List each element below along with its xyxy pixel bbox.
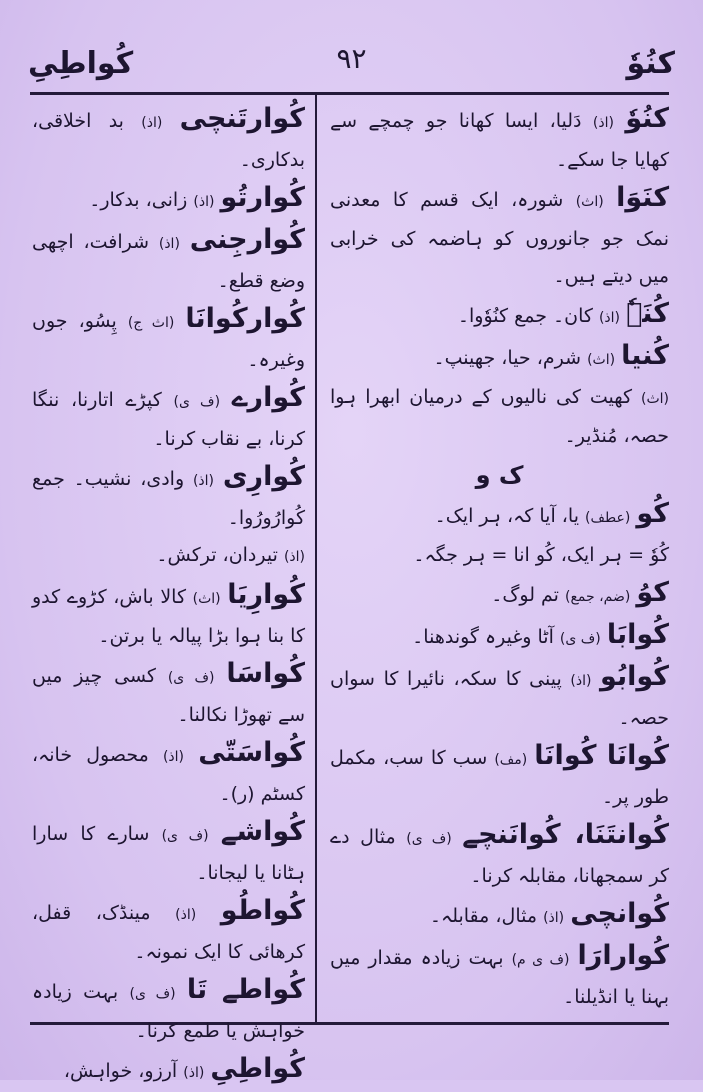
entry-grammar-tag: (اذ) xyxy=(570,673,592,689)
column-divider xyxy=(315,94,317,1022)
entry-grammar-tag: (ف ی) xyxy=(129,986,176,1002)
dictionary-entry xyxy=(32,100,305,179)
entry-definition: پینی کا سکہ، نائیرا کا سواں حصہ۔ xyxy=(330,668,669,729)
entry-grammar-tag: (اذ) xyxy=(543,910,565,926)
entry-definition: کان۔ جمع کنُوٗوا۔ xyxy=(457,305,593,327)
dictionary-entry xyxy=(32,379,305,458)
dictionary-entry xyxy=(330,295,669,337)
entry-grammar-tag: (اذ) xyxy=(183,1065,205,1081)
entry-headword: کنُوٗ xyxy=(625,103,670,134)
entry-headword: کُوارکُوانَا xyxy=(185,303,305,334)
entry-headword: کوُ xyxy=(636,577,669,608)
entry-headword: کُوانتَنَا، کُوانَنچے xyxy=(462,819,669,850)
header-headword-left: کُواطِیِ xyxy=(28,46,134,81)
top-rule xyxy=(30,92,669,95)
dictionary-entry xyxy=(32,576,305,655)
entry-definition: دَلیا، ایسا کھانا جو چمچے سے کھایا جا سکے۔ xyxy=(330,110,669,171)
entry-headword: کُواسَتّی xyxy=(198,737,305,768)
entry-grammar-tag: (اذ) xyxy=(283,549,305,565)
dictionary-entry xyxy=(330,937,669,1016)
entry-grammar-tag: (ف ی) xyxy=(167,670,215,686)
entry-headword: کُواطُو xyxy=(220,895,306,926)
dictionary-entry xyxy=(330,100,669,179)
entry-definition: بہت زیادہ مقدار میں بہنا یا انڈیلنا۔ xyxy=(330,947,669,1008)
entry-grammar-tag: (اذ) xyxy=(592,115,614,131)
entry-definition: کالا باش، کڑوے کدو کا بنا ہوا بڑا پیالہ یا برتن۔ xyxy=(32,586,305,647)
entry-definition: پِسُو، جوں وغیرہ۔ xyxy=(32,310,305,371)
entry-grammar-tag: (اذ) xyxy=(162,749,185,765)
dictionary-entry xyxy=(32,734,305,813)
header-headword-right: کنُوٗ xyxy=(626,46,675,81)
entry-definition: شورہ، ایک قسم کا معدنی نمک جو جانوروں کو ہاضمہ کی خرابی میں دیتے ہیں۔ xyxy=(330,189,669,287)
dictionary-entry xyxy=(32,221,305,300)
entry-definition: مثال، مقابلہ۔ xyxy=(429,905,538,927)
entry-definition: آٹا وغیرہ گوندھنا۔ xyxy=(412,626,554,648)
entry-grammar-tag: (اذ) xyxy=(193,194,215,210)
entry-definition: شرافت، اچھی وضع قطع۔ xyxy=(32,231,305,292)
entry-definition: زانی، بدکار۔ xyxy=(89,189,188,211)
dictionary-entry xyxy=(32,1050,305,1092)
page-header xyxy=(28,42,675,90)
entry-headword: کُوارتُو xyxy=(220,182,305,213)
entry-headword: کُوارارَا xyxy=(577,940,669,971)
entry-headword: کُوارے xyxy=(231,382,305,413)
entry-definition: وادی، نشیب۔ جمع کُوارُورُوا۔ xyxy=(32,468,305,529)
dictionary-entry xyxy=(330,616,669,658)
entry-definition: تیردان، ترکش۔ xyxy=(156,544,278,566)
entry-headword: کُو xyxy=(636,498,669,529)
dictionary-entry xyxy=(330,816,669,895)
entry-grammar-tag: (ف ی) xyxy=(161,828,209,844)
entry-grammar-tag: (عطف) xyxy=(585,510,631,526)
dictionary-entry xyxy=(32,655,305,734)
dictionary-entry xyxy=(330,495,669,537)
entry-grammar-tag: (ف ی) xyxy=(559,631,601,647)
dictionary-entry xyxy=(32,179,305,221)
dictionary-entry xyxy=(330,574,669,616)
entry-headword: کُوابُو xyxy=(600,661,669,692)
dictionary-entry xyxy=(330,737,669,816)
entry-headword: کُنیا xyxy=(621,340,669,371)
entry-headword: کُوارجِنی xyxy=(189,224,305,255)
entry-definition: بد اخلاقی، بدکاری۔ xyxy=(32,110,305,171)
dictionary-entry xyxy=(330,337,669,379)
entry-grammar-tag: (اث) xyxy=(192,591,221,607)
dictionary-entry xyxy=(330,658,669,737)
entry-definition: محصول خانہ، کسٹم (ر)۔ xyxy=(32,744,305,805)
entry-headword: کُوابَا xyxy=(606,619,669,650)
entry-grammar-tag: (ف ی) xyxy=(406,831,452,847)
entry-headword: کُوارِیَا xyxy=(227,579,305,610)
entry-definition: کھیت کی نالیوں کے درمیان ابھرا ہوا حصہ، مُنڈیر۔ xyxy=(330,386,669,447)
entry-definition: بہت زیادہ خواہش یا طمع کرنا۔ xyxy=(32,981,305,1042)
entry-grammar-tag: (اذ) xyxy=(175,907,197,923)
entry-definition: کپڑے اتارنا، ننگا کرنا، بے نقاب کرنا۔ xyxy=(32,389,305,450)
entry-headword: کُوارِی xyxy=(222,461,305,492)
entry-definition: آرزو، خواہش، xyxy=(63,1060,178,1082)
entry-definition: مثال دے کر سمجھانا، مقابلہ کرنا۔ xyxy=(330,826,669,887)
dictionary-entry xyxy=(330,179,669,295)
entry-definition: کُوٗ = ہر ایک، کُو انا = ہر جگہ۔ xyxy=(413,544,669,566)
entry-headword: کُوارتَنچی xyxy=(179,103,305,134)
entry-definition: سب کا سب، مکمل طور پر۔ xyxy=(330,747,669,808)
entry-headword: کُوانچی xyxy=(570,898,669,929)
entry-grammar-tag: (اث) xyxy=(575,194,604,210)
entry-grammar-tag: (ضم، جمع) xyxy=(565,589,631,605)
page-number: ۹۲ xyxy=(336,42,367,75)
entry-grammar-tag: (اذ) xyxy=(158,236,180,252)
dictionary-entry xyxy=(330,537,669,574)
entry-definition: کسی چیز میں سے تھوڑا نکالنا۔ xyxy=(32,665,305,726)
entry-grammar-tag: (اذ) xyxy=(141,115,163,131)
left-column xyxy=(32,100,306,1084)
entry-grammar-tag: (اث ج) xyxy=(127,315,175,331)
section-letter-heading: ک و xyxy=(475,461,524,489)
right-column xyxy=(330,100,669,1018)
entry-definition: مینڈک، قفل، کرھائی کا ایک نمونہ۔ xyxy=(32,902,305,963)
entry-headword: کُواسَا xyxy=(226,658,305,689)
entry-grammar-tag: (ف ی م) xyxy=(511,952,570,968)
entry-headword: کُواطے تَا xyxy=(186,974,305,1005)
entry-definition: یا، آیا کہ، ہر ایک۔ xyxy=(434,505,579,527)
dictionary-entry xyxy=(330,895,669,937)
dictionary-entry xyxy=(32,971,305,1050)
entry-headword: کُوانَا کُوانَا xyxy=(534,740,669,771)
dictionary-entry xyxy=(32,813,305,892)
dictionary-entry xyxy=(330,379,669,455)
entry-grammar-tag: (اث) xyxy=(641,391,669,407)
entry-grammar-tag: (ف ی) xyxy=(173,394,221,410)
dictionary-entry xyxy=(32,537,305,576)
entry-headword: کُواطِیِ xyxy=(210,1053,305,1084)
entry-grammar-tag: (اث) xyxy=(587,352,616,368)
dictionary-entry xyxy=(32,458,305,537)
entry-grammar-tag: (اذ) xyxy=(598,310,621,326)
entry-grammar-tag: (مف) xyxy=(494,752,528,768)
dictionary-entry xyxy=(32,892,305,971)
dictionary-entry xyxy=(32,300,305,379)
entry-grammar-tag: (اذ) xyxy=(192,473,214,489)
entry-definition: شرم، حیا، جھینپ۔ xyxy=(433,347,582,369)
entry-headword: کُواشے xyxy=(220,816,305,847)
entry-headword: کُنَےٗ xyxy=(626,298,669,329)
entry-definition: تم لوگ۔ xyxy=(491,584,559,606)
entry-headword: کنَوَا xyxy=(616,182,670,213)
entry-definition: سارے کا سارا ہٹانا یا لیجانا۔ xyxy=(32,823,305,884)
